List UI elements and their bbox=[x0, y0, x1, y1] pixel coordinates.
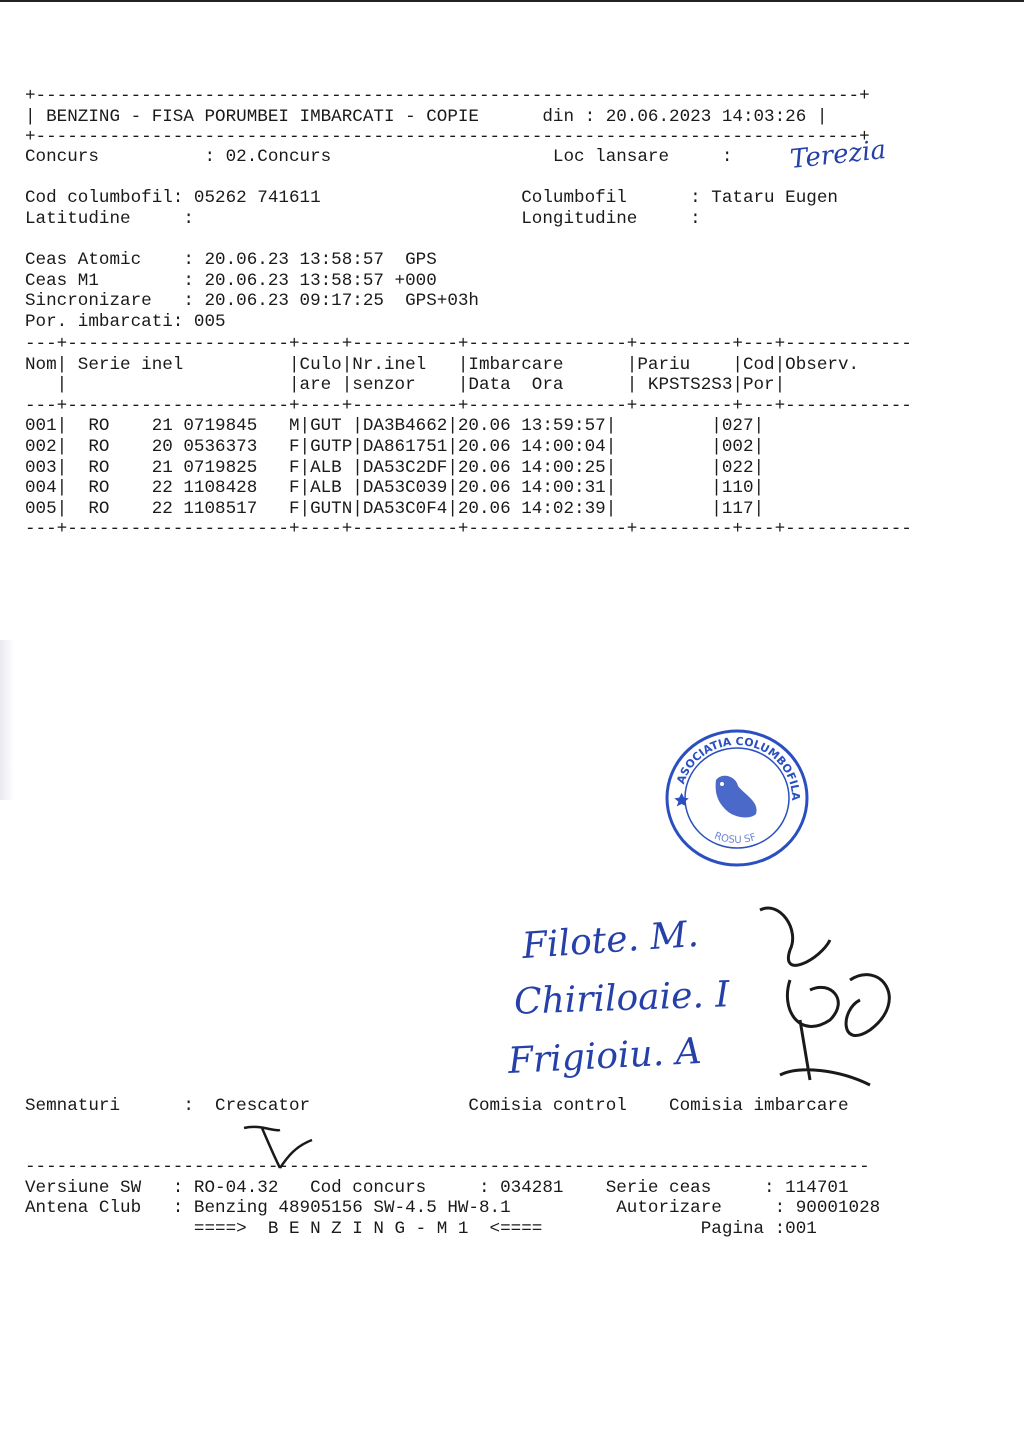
header-border-bottom: +------------------------------------------------------------------------------+ bbox=[25, 127, 870, 148]
signature-line-1: Filote. M. bbox=[520, 913, 700, 968]
footer-semnaturi: Semnaturi : Crescator Comisia control Comisia imbarcare bbox=[25, 1096, 849, 1116]
stamp-text-top: ASOCIATIA COLUMBOFILA bbox=[674, 734, 803, 801]
footer-antena: Antena Club : Benzing 48905156 SW-4.5 HW-8.1 Autorizare : 90001028 bbox=[25, 1198, 881, 1219]
signature-line-3: Frigioiu. A bbox=[507, 1030, 703, 1083]
table-header-row-1: Nom| Serie inel |Culo|Nr.inel |Imbarcare |Pariu |Cod|Observ. bbox=[25, 354, 860, 375]
info-ceas-atomic: Ceas Atomic : 20.06.23 13:58:57 GPS bbox=[25, 250, 437, 270]
info-por-imbarcati: Por. imbarcati: 005 bbox=[25, 311, 226, 332]
pigeon-table bbox=[25, 334, 912, 540]
svg-text:ROSU SF bbox=[713, 831, 758, 846]
info-latitudine: Latitudine : Longitudine : bbox=[25, 208, 701, 229]
info-cod-columbofil: Cod columbofil: 05262 741611 Columbofil : Tataru Eugen bbox=[25, 188, 838, 208]
info-concurs: Concurs : 02.Concurs Loc lansare : bbox=[25, 147, 733, 167]
commission-signatures bbox=[500, 890, 920, 1100]
info-sincronizare: Sincronizare : 20.06.23 09:17:25 GPS+03h bbox=[25, 291, 479, 312]
footer-block bbox=[25, 1157, 880, 1239]
header-border-top: +------------------------------------------------------------------------------+ bbox=[25, 86, 870, 106]
table-row: 005| RO 22 1108517 F|GUTN|DA53C0F4|20.06 14:02:39| |117| bbox=[25, 498, 765, 519]
table-row: 003| RO 21 0719825 F|ALB |DA53C2DF|20.06 14:00:25| |022| bbox=[25, 457, 765, 478]
table-separator-mid: ---+---------------------+----+----------+---------------+---------+---+------------ bbox=[25, 395, 912, 416]
signature-scribble bbox=[740, 890, 920, 1090]
table-row: 004| RO 22 1108428 F|ALB |DA53C039|20.06 14:00:31| |110| bbox=[25, 478, 765, 499]
signature-line-2: Chiriloaie. I bbox=[513, 974, 731, 1023]
footer-benzing-m1: ====> B E N Z I N G - M 1 <==== Pagina :001 bbox=[25, 1218, 817, 1239]
table-row: 001| RO 21 0719845 M|GUT |DA3B4662|20.06 13:59:57| |027| bbox=[25, 416, 765, 437]
table-header-row-2: | |are |senzor |Data Ora | KPSTS2S3|Por| bbox=[25, 375, 786, 396]
stamp-text-bottom: ROSU SF bbox=[712, 830, 758, 846]
table-row: 002| RO 20 0536373 F|GUTP|DA861751|20.06 14:00:04| |002| bbox=[25, 436, 765, 457]
info-columbofil-block bbox=[25, 188, 838, 229]
table-separator-bottom: ---+---------------------+----+----------+---------------+---------+---+------------ bbox=[25, 519, 912, 540]
scan-shadow bbox=[0, 640, 14, 800]
handwritten-loc-lansare: Terezia bbox=[788, 135, 888, 175]
table-separator-top: ---+---------------------+----+----------+---------------+---------+---+------------ bbox=[25, 334, 912, 354]
info-clock-block bbox=[25, 250, 479, 332]
scan-edge bbox=[0, 0, 1024, 2]
info-concurs-block bbox=[25, 147, 732, 168]
header-block bbox=[25, 86, 870, 148]
footer-versiune: Versiune SW : RO-04.32 Cod concurs : 034281 Serie ceas : 114701 bbox=[25, 1177, 849, 1198]
info-ceas-m1: Ceas M1 : 20.06.23 13:58:57 +000 bbox=[25, 270, 437, 291]
header-title: | BENZING - FISA PORUMBEI IMBARCATI - COPIE din : 20.06.2023 14:03:26 | bbox=[25, 106, 828, 127]
association-stamp bbox=[664, 728, 810, 868]
footer-signatures-block bbox=[25, 1096, 849, 1117]
footer-separator: -------------------------------------------------------------------------------- bbox=[25, 1157, 870, 1177]
